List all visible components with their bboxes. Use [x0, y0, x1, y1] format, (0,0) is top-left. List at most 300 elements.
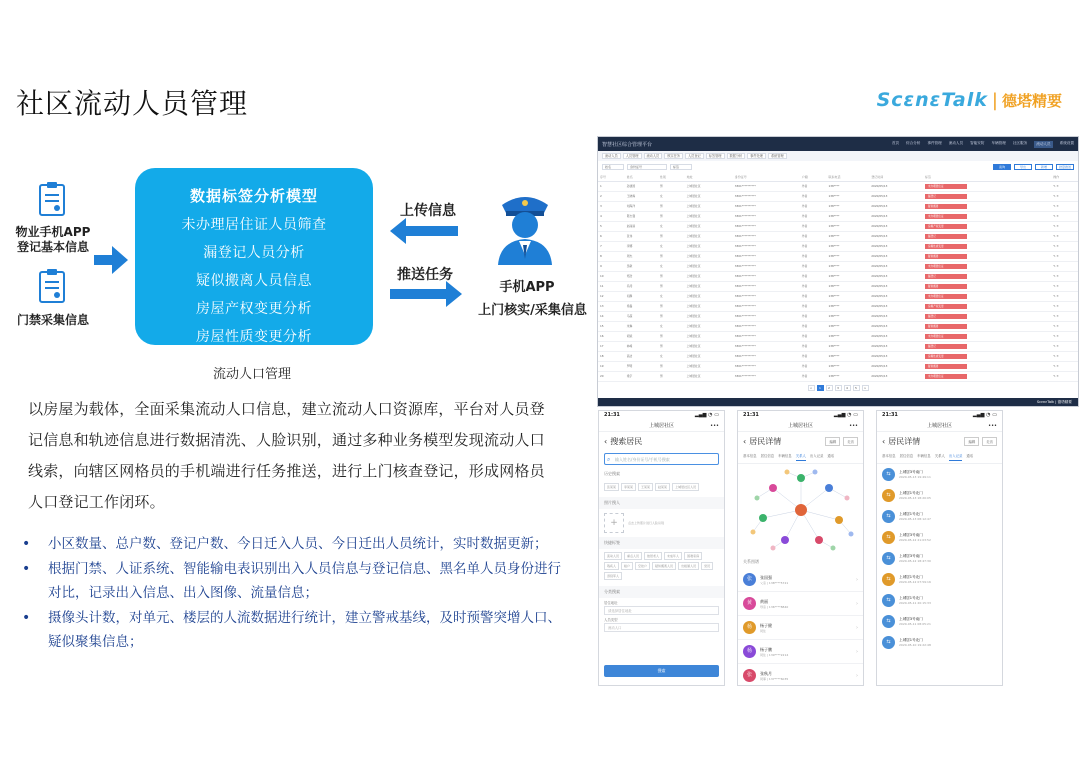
- tag-chip[interactable]: 未成年人: [664, 552, 682, 560]
- chevron-right-icon: ›: [856, 672, 858, 679]
- edit-button[interactable]: 编辑: [825, 437, 840, 446]
- edit-icon[interactable]: ✎: [1053, 184, 1056, 188]
- row-gender: 女: [658, 321, 685, 331]
- desktop-export-button[interactable]: 导出: [1014, 164, 1032, 170]
- delete-icon[interactable]: ✕: [1055, 264, 1059, 268]
- model-item: 未办理居住证人员筛查: [181, 217, 327, 233]
- relation-item[interactable]: [738, 664, 863, 686]
- row-index: 9: [598, 261, 625, 271]
- desktop-nav-item[interactable]: 智能安防: [970, 140, 985, 145]
- row-address: 上城居社区: [685, 321, 733, 331]
- record-location: 上城居1号北门: [899, 512, 923, 516]
- back-icon[interactable]: ‹: [604, 437, 608, 446]
- table-row[interactable]: [598, 191, 1078, 201]
- record-time: 2020-05-13 19:49:11: [899, 475, 931, 479]
- edit-icon[interactable]: ✎: [1053, 254, 1056, 258]
- address-field[interactable]: [604, 600, 719, 615]
- gate-icon: ⇆: [882, 489, 895, 502]
- page-button[interactable]: 5: [853, 385, 860, 391]
- delete-icon[interactable]: ✕: [1055, 194, 1059, 198]
- row-index: 17: [598, 341, 625, 351]
- more-icon[interactable]: •••: [988, 423, 997, 429]
- delete-icon[interactable]: ✕: [1055, 314, 1059, 318]
- row-tag-badge: 疑似搬离: [925, 254, 967, 259]
- row-index: 13: [598, 301, 625, 311]
- officer-icon: [492, 189, 558, 265]
- tab-residence[interactable]: 居住信息: [899, 454, 914, 458]
- row-address: 上城居社区: [685, 281, 733, 291]
- delete-icon[interactable]: ✕: [1055, 324, 1059, 328]
- edit-icon[interactable]: ✎: [1053, 234, 1056, 238]
- row-phone: 138****: [827, 231, 870, 241]
- desktop-nav-item[interactable]: 事件管理: [927, 140, 942, 145]
- visit-button[interactable]: 走访: [982, 437, 997, 446]
- phone-search-screen: [598, 410, 725, 686]
- row-time: 2020/05/13: [869, 251, 923, 261]
- row-time: 2020/05/13: [869, 191, 923, 201]
- desktop-tab[interactable]: 标签管理: [706, 153, 725, 159]
- row-address: 上城居社区: [685, 181, 733, 191]
- row-actions: [1051, 231, 1078, 241]
- edit-icon[interactable]: ✎: [1053, 274, 1056, 278]
- person-type-field[interactable]: [604, 617, 719, 632]
- row-index: 2: [598, 191, 625, 201]
- back-icon[interactable]: ‹: [743, 437, 747, 446]
- tab-basic[interactable]: 基本信息: [882, 454, 896, 458]
- field-label: 人员类型: [604, 618, 618, 622]
- row-name: 林峰: [625, 341, 658, 351]
- delete-icon[interactable]: ✕: [1055, 334, 1059, 338]
- record-info: [899, 470, 931, 479]
- row-gender: 女: [658, 241, 685, 251]
- tag-chip[interactable]: 空挂户: [635, 562, 650, 570]
- row-address: 上城居社区: [685, 371, 733, 381]
- app-label: 手机APP: [499, 280, 555, 295]
- row-index: 18: [598, 351, 625, 361]
- row-household: 外省: [800, 311, 827, 321]
- search-input[interactable]: ⌕ 输入姓名/身份证号/手机号搜索: [604, 453, 719, 465]
- edit-icon[interactable]: ✎: [1053, 374, 1056, 378]
- desktop-tab[interactable]: 流动人员: [644, 153, 663, 159]
- table-row[interactable]: [598, 181, 1078, 191]
- table-row[interactable]: [598, 211, 1078, 221]
- table-row[interactable]: [598, 321, 1078, 331]
- tab-vehicle[interactable]: 车辆信息: [917, 454, 931, 458]
- add-photo-icon[interactable]: +: [604, 513, 624, 533]
- desktop-tab[interactable]: 数据分析: [727, 153, 746, 159]
- row-tags: [923, 301, 1051, 311]
- row-actions: [1051, 331, 1078, 341]
- tab-vehicle[interactable]: 车辆信息: [778, 454, 792, 458]
- desktop-nav-item[interactable]: 综合分析: [906, 140, 921, 145]
- relation-item[interactable]: [738, 568, 863, 592]
- row-tag-badge: 未办理居住证: [925, 334, 967, 339]
- access-record[interactable]: [877, 611, 1002, 632]
- row-actions: [1051, 301, 1078, 311]
- table-row[interactable]: [598, 291, 1078, 301]
- tag-chip[interactable]: 重点人员: [624, 552, 642, 560]
- row-name: 郑浩: [625, 271, 658, 281]
- more-icon[interactable]: •••: [849, 423, 858, 429]
- row-household: 外省: [800, 301, 827, 311]
- row-tag-badge: 房屋性质变更: [925, 354, 967, 359]
- tab-calls[interactable]: 通话: [966, 454, 974, 458]
- desktop-tab[interactable]: 系统管理: [768, 153, 787, 159]
- field-input[interactable]: 请选择居住地址: [604, 606, 719, 615]
- relation-item[interactable]: [738, 640, 863, 664]
- row-id: 3301**********: [733, 191, 800, 201]
- page-button[interactable]: 3: [835, 385, 842, 391]
- gate-icon: ⇆: [882, 615, 895, 628]
- desktop-table: [598, 173, 1078, 382]
- detail-tabs: [738, 451, 863, 464]
- row-phone: 138****: [827, 311, 870, 321]
- screen-title: 居民详情: [888, 437, 921, 446]
- page-button[interactable]: 4: [844, 385, 851, 391]
- relation-sub: 父亲 | 138****5721: [760, 580, 789, 585]
- tags-label: 快捷标签: [599, 537, 724, 549]
- row-address: 上城居社区: [685, 251, 733, 261]
- table-header-cell: 地址: [685, 173, 733, 181]
- brand-name-cn: 德塔精要: [1001, 91, 1062, 110]
- screen-header: [599, 432, 724, 451]
- desktop-filter-tag[interactable]: 标签: [670, 164, 692, 170]
- table-row[interactable]: [598, 351, 1078, 361]
- row-address: 上城居社区: [685, 311, 733, 321]
- gate-icon: ⇆: [882, 531, 895, 544]
- delete-icon[interactable]: ✕: [1055, 224, 1059, 228]
- row-tag-badge: 未办理居住证: [925, 294, 967, 299]
- row-tag-badge: 房屋产权变更: [925, 304, 967, 309]
- delete-icon[interactable]: ✕: [1055, 284, 1059, 288]
- access-record[interactable]: [877, 527, 1002, 548]
- status-bar: [599, 411, 724, 420]
- delete-icon[interactable]: ✕: [1055, 244, 1059, 248]
- desktop-nav-item[interactable]: 社区服务: [1012, 140, 1028, 145]
- screen-title: 居民详情: [749, 437, 782, 446]
- row-id: 3301**********: [733, 231, 800, 241]
- edit-icon[interactable]: ✎: [1053, 364, 1056, 368]
- table-row[interactable]: [598, 231, 1078, 241]
- edit-icon[interactable]: ✎: [1053, 314, 1056, 318]
- edit-icon[interactable]: ✎: [1053, 304, 1056, 308]
- row-name: 王晓梅: [625, 191, 658, 201]
- tag-chip[interactable]: 疑似搬离人员: [652, 562, 676, 570]
- signal-icon: ▂▄▆ ◔ ▭: [972, 412, 997, 418]
- page-button[interactable]: 2: [826, 385, 833, 391]
- row-address: 上城居社区: [685, 351, 733, 361]
- row-actions: [1051, 371, 1078, 381]
- desktop-tab[interactable]: 事件处理: [747, 153, 766, 159]
- desktop-title: 智慧社区综合管理平台: [602, 141, 653, 148]
- tab-access[interactable]: 出入记录: [949, 453, 963, 461]
- tag-chip[interactable]: 独居老人: [644, 552, 662, 560]
- row-actions: [1051, 311, 1078, 321]
- avatar: 黄: [743, 597, 756, 610]
- back-icon[interactable]: ‹: [882, 437, 886, 446]
- row-tags: [923, 191, 1051, 201]
- row-household: 外省: [800, 281, 827, 291]
- edit-icon[interactable]: ✎: [1053, 284, 1056, 288]
- desktop-push-button[interactable]: 批量推送: [1056, 164, 1074, 170]
- tag-chip[interactable]: 退役军人: [604, 572, 622, 580]
- relation-info: [760, 671, 788, 681]
- delete-icon[interactable]: ✕: [1055, 374, 1059, 378]
- tag-chip[interactable]: 流动人员: [604, 552, 622, 560]
- row-address: 上城居社区: [685, 361, 733, 371]
- row-actions: [1051, 211, 1078, 221]
- table-row[interactable]: [598, 221, 1078, 231]
- access-record[interactable]: [877, 548, 1002, 569]
- table-header-cell: 标签: [923, 173, 1051, 181]
- access-record[interactable]: [877, 590, 1002, 611]
- phone-detail-screen: [737, 410, 864, 686]
- relation-sub: 同住: [760, 628, 767, 633]
- status-time: 21:31: [743, 412, 759, 418]
- row-tags: [923, 221, 1051, 231]
- table-row[interactable]: [598, 281, 1078, 291]
- relation-item[interactable]: [738, 616, 863, 640]
- access-record[interactable]: [877, 464, 1002, 485]
- desktop-filter-name[interactable]: 姓名: [602, 164, 624, 170]
- row-gender: 男: [658, 301, 685, 311]
- photo-upload[interactable]: [604, 513, 719, 533]
- row-tag-badge: 未办理居住证: [925, 184, 967, 189]
- gate-icon: ⇆: [882, 468, 895, 481]
- delete-icon[interactable]: ✕: [1055, 274, 1059, 278]
- row-time: 2020/05/13: [869, 241, 923, 251]
- row-time: 2020/05/13: [869, 291, 923, 301]
- record-location: 上城居1号北门: [899, 491, 923, 495]
- row-tags: [923, 331, 1051, 341]
- tab-relations[interactable]: 关系人: [796, 453, 806, 461]
- row-tags: [923, 321, 1051, 331]
- row-phone: 138****: [827, 361, 870, 371]
- tag-chip[interactable]: 党员: [701, 562, 713, 570]
- row-tag-badge: 漏登记: [925, 194, 967, 199]
- row-index: 8: [598, 251, 625, 261]
- more-icon[interactable]: •••: [710, 423, 719, 429]
- gate-icon: ⇆: [882, 573, 895, 586]
- table-row[interactable]: [598, 301, 1078, 311]
- edit-icon[interactable]: ✎: [1053, 204, 1056, 208]
- row-household: 外省: [800, 351, 827, 361]
- history-chip[interactable]: 上城居社区人员: [672, 483, 699, 491]
- row-phone: 138****: [827, 341, 870, 351]
- tag-chip[interactable]: 出租屋人员: [678, 562, 699, 570]
- record-info: [899, 596, 931, 605]
- table-row[interactable]: [598, 271, 1078, 281]
- edit-icon[interactable]: ✎: [1053, 294, 1056, 298]
- row-household: 外省: [800, 181, 827, 191]
- access-record[interactable]: [877, 485, 1002, 506]
- delete-icon[interactable]: ✕: [1055, 294, 1059, 298]
- row-tag-badge: 漏登记: [925, 314, 967, 319]
- row-name: 罗明: [625, 361, 658, 371]
- tab-calls[interactable]: 通话: [827, 454, 835, 458]
- page-button[interactable]: <: [808, 385, 815, 391]
- access-record[interactable]: [877, 632, 1002, 653]
- tab-access[interactable]: 出入记录: [809, 454, 824, 458]
- brand-separator: |: [991, 89, 998, 111]
- row-index: 16: [598, 331, 625, 341]
- tag-chip[interactable]: 困难家庭: [684, 552, 702, 560]
- table-row[interactable]: [598, 341, 1078, 351]
- edit-button[interactable]: 编辑: [964, 437, 979, 446]
- row-name: 高洁: [625, 351, 658, 361]
- upload-info-label: 上传信息: [400, 203, 456, 219]
- desktop-tab[interactable]: 人员登记: [685, 153, 704, 159]
- status-time: 21:31: [882, 412, 898, 418]
- history-chips: [599, 480, 724, 494]
- desktop-pagination: [598, 385, 1078, 391]
- model-title: 数据标签分析模型: [189, 187, 318, 205]
- page-button[interactable]: 1: [817, 385, 824, 391]
- access-record[interactable]: [877, 569, 1002, 590]
- row-id: 3301**********: [733, 251, 800, 261]
- table-row[interactable]: [598, 311, 1078, 321]
- record-location: 上城居1号北门: [899, 638, 923, 642]
- row-household: 外省: [800, 331, 827, 341]
- tag-chips: [599, 549, 724, 583]
- row-id: 3301**********: [733, 321, 800, 331]
- row-tags: [923, 201, 1051, 211]
- row-name: 李娜: [625, 241, 658, 251]
- model-item: 疑似搬离人员信息: [196, 273, 312, 289]
- relation-name: 张秋月: [760, 670, 772, 676]
- row-actions: [1051, 291, 1078, 301]
- table-row[interactable]: [598, 261, 1078, 271]
- relation-info: [760, 647, 788, 657]
- tab-relations[interactable]: 关系人: [934, 454, 945, 458]
- app-name: 上城居社区: [926, 423, 952, 429]
- table-row[interactable]: [598, 201, 1078, 211]
- record-info: [899, 617, 931, 626]
- row-index: 7: [598, 241, 625, 251]
- desktop-query-button[interactable]: 查询: [993, 164, 1011, 170]
- clipboard-icon: [38, 181, 66, 217]
- tag-chip[interactable]: 租户: [621, 562, 633, 570]
- search-button[interactable]: 搜索: [604, 665, 719, 677]
- field-input[interactable]: 流动人口: [604, 623, 719, 632]
- tab-residence[interactable]: 居住信息: [760, 454, 775, 458]
- row-tags: [923, 231, 1051, 241]
- desktop-tab[interactable]: 人员管理: [623, 153, 642, 159]
- row-phone: 138****: [827, 181, 870, 191]
- table-header-cell: 户籍: [800, 173, 827, 181]
- access-record[interactable]: [877, 506, 1002, 527]
- delete-icon[interactable]: ✕: [1055, 344, 1059, 348]
- model-item: 房屋性质变更分析: [196, 329, 312, 345]
- avatar: 杨: [743, 645, 756, 658]
- row-address: 上城居社区: [685, 201, 733, 211]
- desktop-nav-item[interactable]: 系统设置: [1059, 140, 1074, 145]
- edit-icon[interactable]: ✎: [1053, 264, 1056, 268]
- row-phone: 138****: [827, 291, 870, 301]
- history-chip[interactable]: 李某某: [621, 483, 636, 491]
- row-actions: [1051, 321, 1078, 331]
- row-tag-badge: 漏登记: [925, 274, 967, 279]
- desktop-tab[interactable]: 流动人员: [602, 153, 621, 159]
- history-chip[interactable]: 赵某某: [655, 483, 670, 491]
- relation-sub: 母亲 | 136****8840: [760, 604, 789, 609]
- desktop-footer: ScɛnɛTalk | 德塔精要: [598, 398, 1078, 406]
- screen-title: 搜索居民: [610, 437, 643, 446]
- table-row[interactable]: [598, 331, 1078, 341]
- row-name: 马超: [625, 311, 658, 321]
- edit-icon[interactable]: ✎: [1053, 214, 1056, 218]
- edit-icon[interactable]: ✎: [1053, 334, 1056, 338]
- row-index: 12: [598, 291, 625, 301]
- tag-chip[interactable]: 残疾人: [604, 562, 619, 570]
- delete-icon[interactable]: ✕: [1055, 364, 1059, 368]
- row-gender: 男: [658, 251, 685, 261]
- row-tags: [923, 291, 1051, 301]
- row-tag-badge: 未办理居住证: [925, 374, 967, 379]
- desktop-nav-item-active[interactable]: 流动人员: [1036, 141, 1051, 146]
- row-tag-badge: 房屋性质变更: [925, 244, 967, 249]
- edit-icon[interactable]: ✎: [1053, 244, 1056, 248]
- table-header-cell: 姓名: [625, 173, 658, 181]
- delete-icon[interactable]: ✕: [1055, 214, 1059, 218]
- edit-icon[interactable]: ✎: [1053, 324, 1056, 328]
- relation-name: 杨子鹏: [760, 646, 772, 652]
- edit-icon[interactable]: ✎: [1053, 224, 1056, 228]
- edit-icon[interactable]: ✎: [1053, 354, 1056, 358]
- table-row[interactable]: [598, 241, 1078, 251]
- edit-icon[interactable]: ✎: [1053, 194, 1056, 198]
- brand-name-en: ScɛnɛTalk: [876, 89, 988, 111]
- delete-icon[interactable]: ✕: [1055, 354, 1059, 358]
- desktop-filter-id[interactable]: 身份证号: [627, 164, 667, 170]
- history-chip[interactable]: 王某某: [638, 483, 653, 491]
- delete-icon[interactable]: ✕: [1055, 254, 1059, 258]
- row-gender: 男: [658, 361, 685, 371]
- relation-item[interactable]: [738, 592, 863, 616]
- visit-button[interactable]: 走访: [843, 437, 858, 446]
- row-phone: 138****: [827, 271, 870, 281]
- row-time: 2020/05/13: [869, 181, 923, 191]
- desktop-tab[interactable]: 核实任务: [664, 153, 683, 159]
- page-button[interactable]: >: [862, 385, 869, 391]
- table-row[interactable]: [598, 251, 1078, 261]
- desktop-nav-item[interactable]: 首页: [891, 140, 899, 145]
- table-row[interactable]: [598, 361, 1078, 371]
- delete-icon[interactable]: ✕: [1055, 234, 1059, 238]
- tab-basic[interactable]: 基本信息: [743, 454, 757, 458]
- desktop-add-button[interactable]: 新增: [1035, 164, 1053, 170]
- delete-icon[interactable]: ✕: [1055, 304, 1059, 308]
- desktop-filter-bar: [598, 161, 1078, 173]
- desktop-screenshot: [597, 136, 1079, 407]
- gate-icon: ⇆: [882, 594, 895, 607]
- desktop-nav-item[interactable]: 车辆管理: [991, 140, 1006, 145]
- desktop-nav-item[interactable]: 流动人员: [948, 140, 964, 145]
- history-chip[interactable]: 张某某: [604, 483, 619, 491]
- edit-icon[interactable]: ✎: [1053, 344, 1056, 348]
- row-tag-badge: 疑似搬离: [925, 284, 967, 289]
- app-nav-bar: [877, 420, 1002, 432]
- row-gender: 男: [658, 231, 685, 241]
- table-row[interactable]: [598, 371, 1078, 381]
- row-household: 外省: [800, 241, 827, 251]
- row-phone: 138****: [827, 351, 870, 361]
- delete-icon[interactable]: ✕: [1055, 204, 1059, 208]
- delete-icon[interactable]: ✕: [1055, 184, 1059, 188]
- signal-icon: ▂▄▆ ◔ ▭: [694, 412, 719, 418]
- row-index: 3: [598, 201, 625, 211]
- row-tags: [923, 211, 1051, 221]
